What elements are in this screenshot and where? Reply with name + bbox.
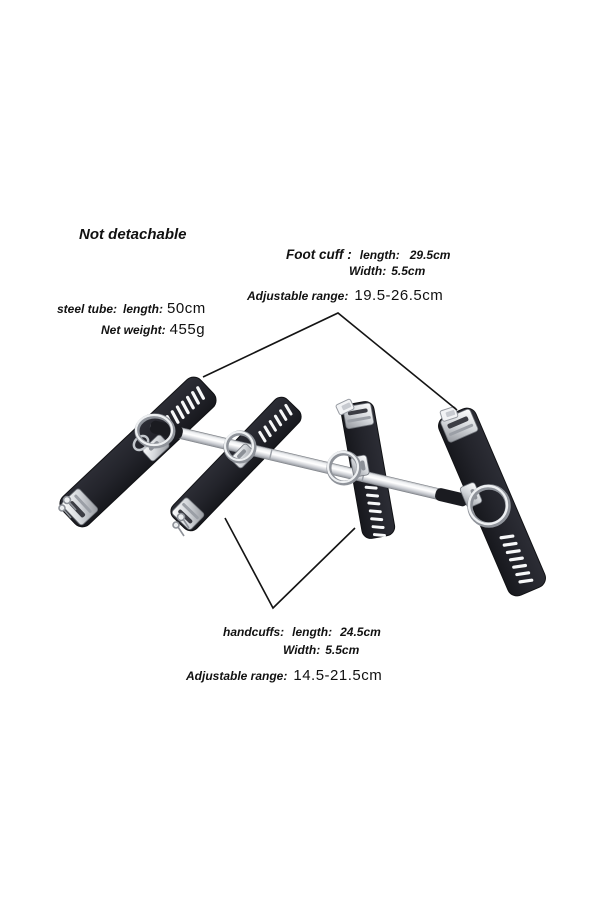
- foot-cuff-range-label: Adjustable range:: [247, 289, 349, 303]
- net-weight-label: Net weight:: [101, 323, 166, 337]
- handcuffs-range-line: [186, 667, 382, 684]
- callout-line-handcuffs: [225, 518, 355, 608]
- handcuffs-range-label: Adjustable range:: [186, 669, 288, 683]
- handcuffs-title: handcuffs:: [223, 625, 285, 639]
- steel-tube-length-value: 50cm: [167, 300, 206, 317]
- foot-cuff-length-line: [286, 247, 450, 263]
- handcuffs-length-value: 24.5cm: [340, 625, 381, 639]
- foot-cuff-width-label: Width:: [349, 264, 387, 278]
- net-weight-value: 455g: [169, 321, 206, 338]
- foot-cuff-range-value: 19.5-26.5cm: [354, 287, 444, 304]
- net-weight-line: [101, 321, 205, 338]
- handcuffs-length-line: [223, 626, 381, 640]
- callout-line-foot-cuff: [203, 313, 457, 410]
- foot-cuff-width-value: 5.5cm: [391, 264, 426, 278]
- handcuffs-width-label: Width:: [283, 643, 321, 657]
- foot-cuff-title: Foot cuff :: [286, 247, 352, 262]
- steel-tube-label: steel tube:: [57, 302, 118, 316]
- handcuffs-width-value: 5.5cm: [325, 643, 360, 657]
- handcuffs-range-value: 14.5-21.5cm: [293, 667, 383, 684]
- steel-tube-length-line: [57, 300, 206, 317]
- steel-tube-length-label: length:: [123, 302, 164, 316]
- handcuffs-length-label: length:: [292, 625, 333, 639]
- not-detachable-text: Not detachable: [79, 226, 187, 243]
- foot-cuff-length-label: length:: [359, 248, 400, 262]
- note-not-detachable: [79, 226, 187, 243]
- foot-cuff-width-line: [349, 265, 425, 279]
- handcuffs-width-line: [283, 644, 359, 658]
- foot-cuff-length-value: 29.5cm: [409, 248, 451, 262]
- foot-cuff-range-line: [247, 287, 443, 304]
